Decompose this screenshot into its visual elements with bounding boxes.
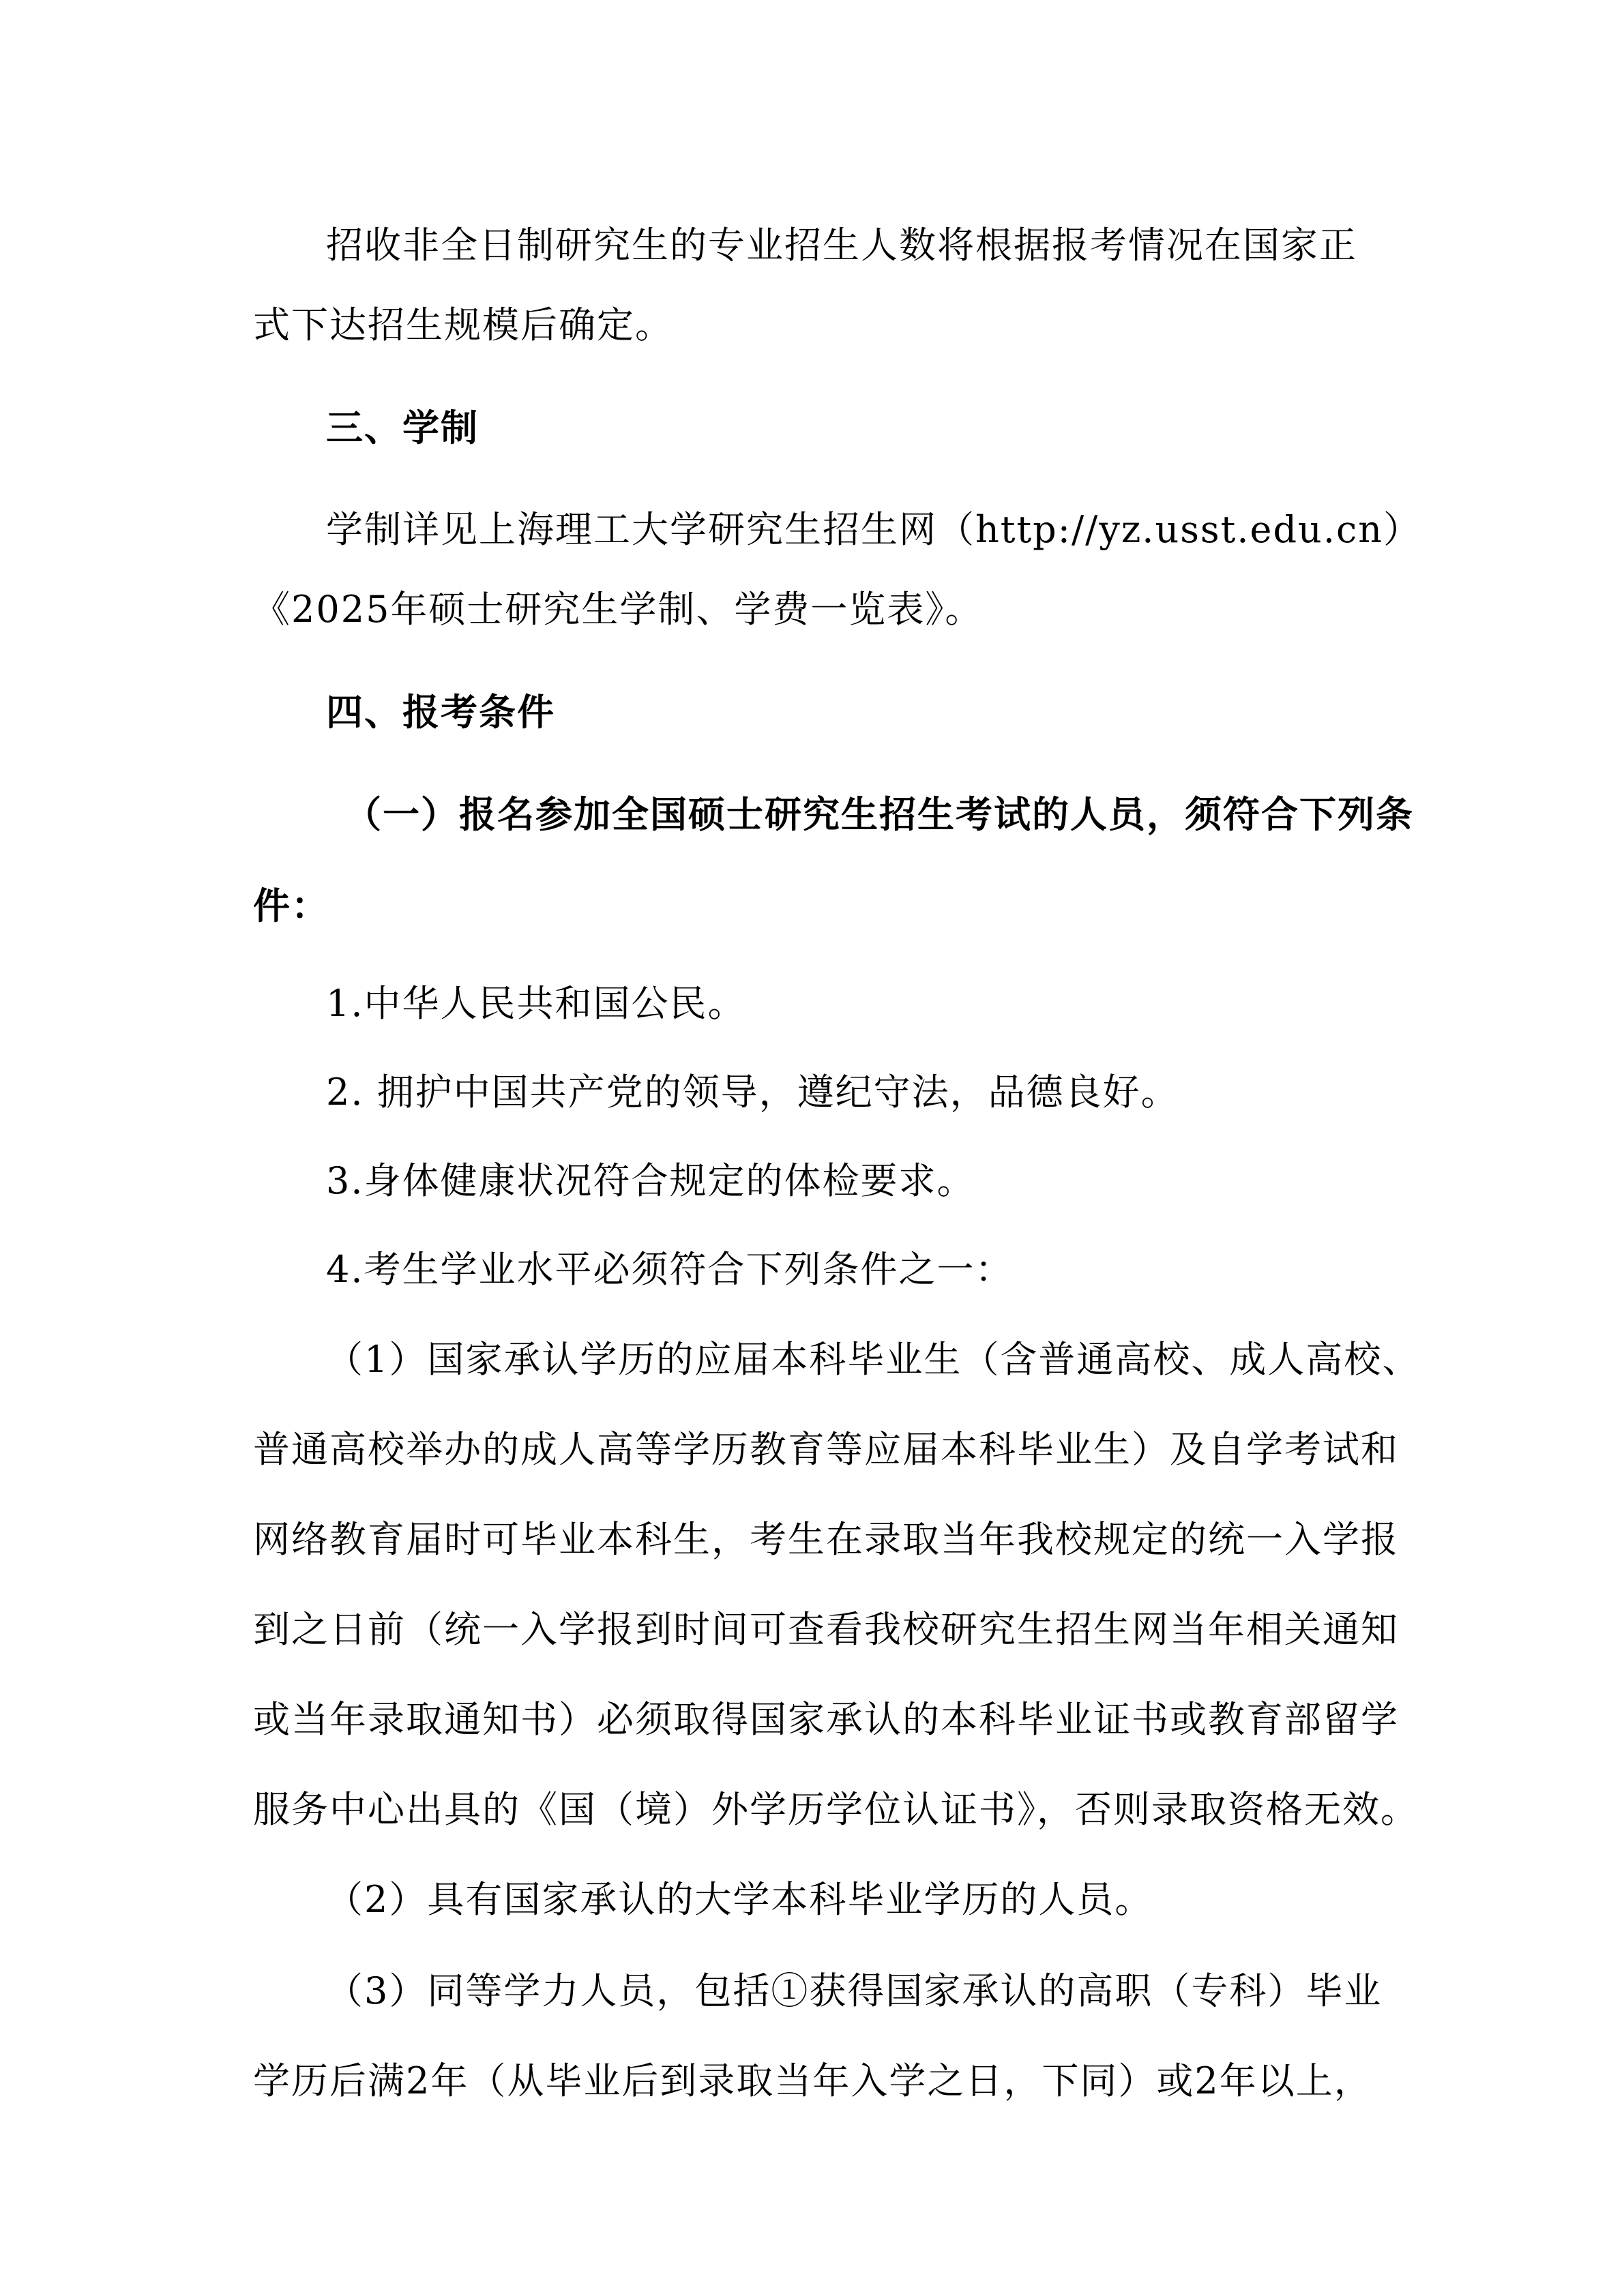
- subsection-heading-continued: 件：: [253, 884, 329, 927]
- paragraph-line: 或当年录取通知书）必须取得国家承认的本科毕业证书或教育部留学: [253, 1698, 1399, 1741]
- paragraph-line: （3）同等学力人员，包括①获得国家承认的高职（专科）毕业: [326, 1969, 1383, 2012]
- paragraph-line: 学制详见上海理工大学研究生招生网（http://yz.usst.edu.cn）: [326, 508, 1422, 551]
- paragraph-line: 学历后满2年（从毕业后到录取当年入学之日，下同）或2年以上，: [253, 2059, 1372, 2102]
- paragraph-line: 网络教育届时可毕业本科生，考生在录取当年我校规定的统一入学报: [253, 1518, 1399, 1561]
- paragraph-line: 普通高校举办的成人高等学历教育等应届本科毕业生）及自学考试和: [253, 1428, 1399, 1471]
- subsection-heading: （一）报名参加全国硕士研究生招生考试的人员，须符合下列条: [344, 792, 1414, 836]
- paragraph-line: 《2025年硕士研究生学制、学费一览表》。: [253, 588, 984, 631]
- paragraph-line: 到之日前（统一入学报到时间可查看我校研究生招生网当年相关通知: [253, 1608, 1399, 1651]
- paragraph-line: （2）具有国家承认的大学本科毕业学历的人员。: [326, 1878, 1153, 1921]
- list-item: 3.身体健康状况符合规定的体检要求。: [326, 1159, 975, 1202]
- section-heading-xuezhi: 三、学制: [326, 406, 479, 449]
- list-item: 1.中华人民共和国公民。: [326, 982, 746, 1025]
- list-item: 2. 拥护中国共产党的领导，遵纪守法，品德良好。: [326, 1071, 1179, 1114]
- paragraph-line: （1）国家承认学历的应届本科毕业生（含普通高校、成人高校、: [326, 1338, 1421, 1381]
- section-heading-baokao-tiaojian: 四、报考条件: [326, 690, 555, 734]
- paragraph-line: 式下达招生规模后确定。: [253, 303, 673, 346]
- paragraph-line: 招收非全日制研究生的专业招生人数将根据报考情况在国家正: [326, 224, 1357, 267]
- list-item: 4.考生学业水平必须符合下列条件之一：: [326, 1248, 1014, 1291]
- paragraph-line: 服务中心出具的《国（境）外学历学位认证书》，否则录取资格无效。: [253, 1788, 1419, 1831]
